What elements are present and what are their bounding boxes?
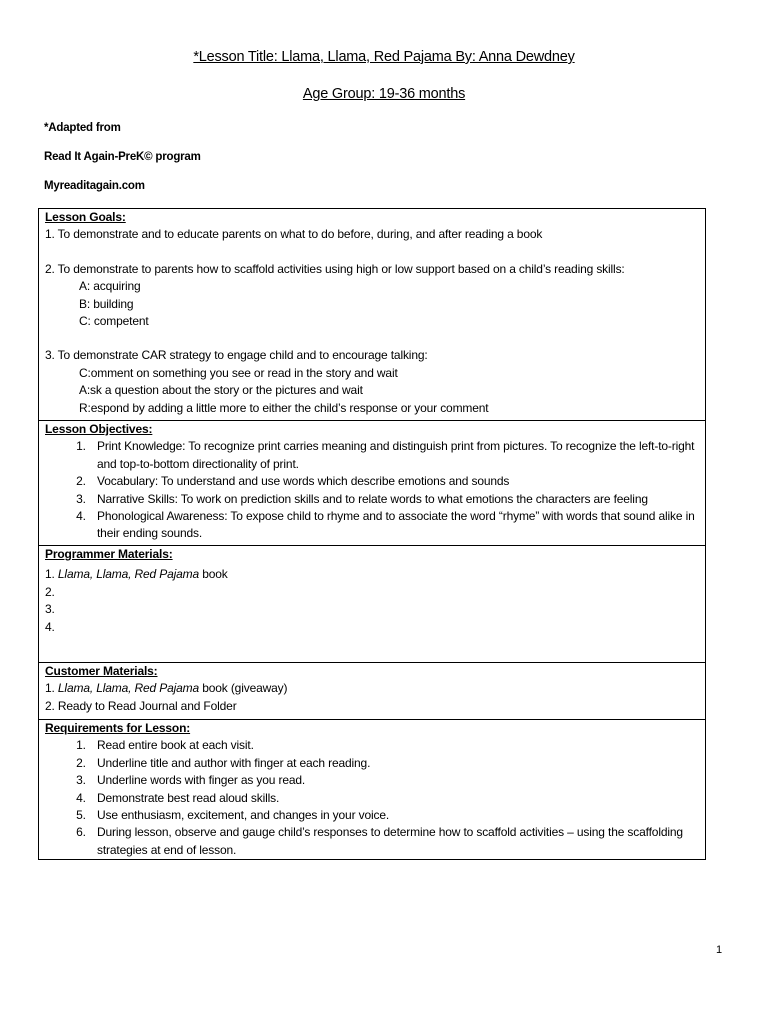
goal-2-item: A: acquiring	[79, 279, 141, 294]
item-number: 1.	[45, 567, 55, 582]
item-text: book (giveaway)	[199, 681, 288, 696]
requirements-cell	[39, 720, 706, 860]
customer-materials-heading: Customer Materials:	[45, 664, 158, 678]
requirement-item: 5. Use enthusiasm, excitement, and changes in your voice.	[89, 807, 699, 824]
requirement-item: 2. Underline title and author with finger at each reading.	[89, 755, 699, 772]
requirement-item: 6. During lesson, observe and gauge child’s responses to determine how to scaffold activities – using the scaffolding strategies at end of lesson.	[89, 824, 699, 859]
requirements-heading: Requirements for Lesson:	[45, 721, 191, 735]
adapted-from: *Adapted from	[44, 122, 121, 134]
customer-materials-cell	[39, 663, 706, 720]
lesson-table	[38, 208, 706, 860]
lesson-objectives-row	[39, 421, 706, 546]
spacer	[45, 244, 699, 261]
requirement-item: 1. Read entire book at each visit.	[89, 737, 699, 754]
item-number: 1.	[45, 681, 55, 696]
requirement-item: 4. Demonstrate best read aloud skills.	[89, 790, 699, 807]
book-title: Llama, Llama, Red Pajama	[57, 681, 200, 696]
programmer-material-item: 3.	[45, 602, 55, 617]
lesson-objectives-heading: Lesson Objectives:	[45, 422, 153, 436]
website: Myreaditagain.com	[44, 180, 145, 192]
objective-item: 4. Phonological Awareness: To expose child to rhyme and to associate the word “rhyme” with words that sound alike in their ending sounds.	[89, 508, 699, 543]
item-text: book	[199, 567, 228, 582]
goal-3: 3. To demonstrate CAR strategy to engage child and to encourage talking:	[45, 348, 428, 363]
customer-materials-row	[39, 663, 706, 720]
goal-2-item: C: competent	[79, 314, 149, 329]
goal-2-item: B: building	[79, 296, 134, 311]
lesson-goals-heading: Lesson Goals:	[45, 210, 126, 224]
lesson-goals-cell	[39, 209, 706, 421]
goal-3-item: A:sk a question about the story or the pictures and wait	[79, 383, 363, 398]
customer-material-item	[45, 680, 699, 697]
lesson-goals-row	[39, 209, 706, 421]
requirements-row	[39, 720, 706, 860]
programmer-materials-cell	[39, 546, 706, 663]
objective-item: 1. Print Knowledge: To recognize print carries meaning and distinguish print from pictures. To recognize the left-to-right and top-to-bottom directionality of print.	[89, 438, 699, 473]
book-title: Llama, Llama, Red Pajama	[57, 567, 200, 582]
requirements-list	[45, 737, 699, 859]
programmer-material-item: 2.	[45, 584, 55, 599]
program-name: Read It Again-PreK© program	[44, 151, 201, 163]
lesson-objectives-cell	[39, 421, 706, 546]
spacer	[45, 330, 699, 347]
lesson-title: *Lesson Title: Llama, Llama, Red Pajama By: Anna Dewdney	[193, 49, 575, 65]
programmer-material-item	[45, 566, 699, 583]
goal-1: 1. To demonstrate and to educate parents on what to do before, during, and after reading a book	[45, 227, 543, 242]
goal-3-item: R:espond by adding a little more to either the child’s response or your comment	[79, 400, 489, 415]
requirement-item: 3. Underline words with finger as you read.	[89, 772, 699, 789]
objectives-list	[45, 438, 699, 542]
page-number: 1	[716, 944, 723, 956]
goal-2: 2. To demonstrate to parents how to scaffold activities using high or low support based on a child’s reading skills:	[45, 261, 625, 276]
programmer-material-item: 4.	[45, 619, 55, 634]
objective-item: 3. Narrative Skills: To work on prediction skills and to relate words to what emotions the characters are feeling	[89, 491, 699, 508]
customer-material-item: 2. Ready to Read Journal and Folder	[45, 698, 237, 713]
programmer-materials-heading: Programmer Materials:	[45, 547, 173, 561]
programmer-materials-row	[39, 546, 706, 663]
age-group: Age Group: 19-36 months	[302, 86, 466, 102]
objective-item: 2. Vocabulary: To understand and use words which describe emotions and sounds	[89, 473, 699, 490]
goal-3-item: C:omment on something you see or read in the story and wait	[79, 365, 398, 380]
